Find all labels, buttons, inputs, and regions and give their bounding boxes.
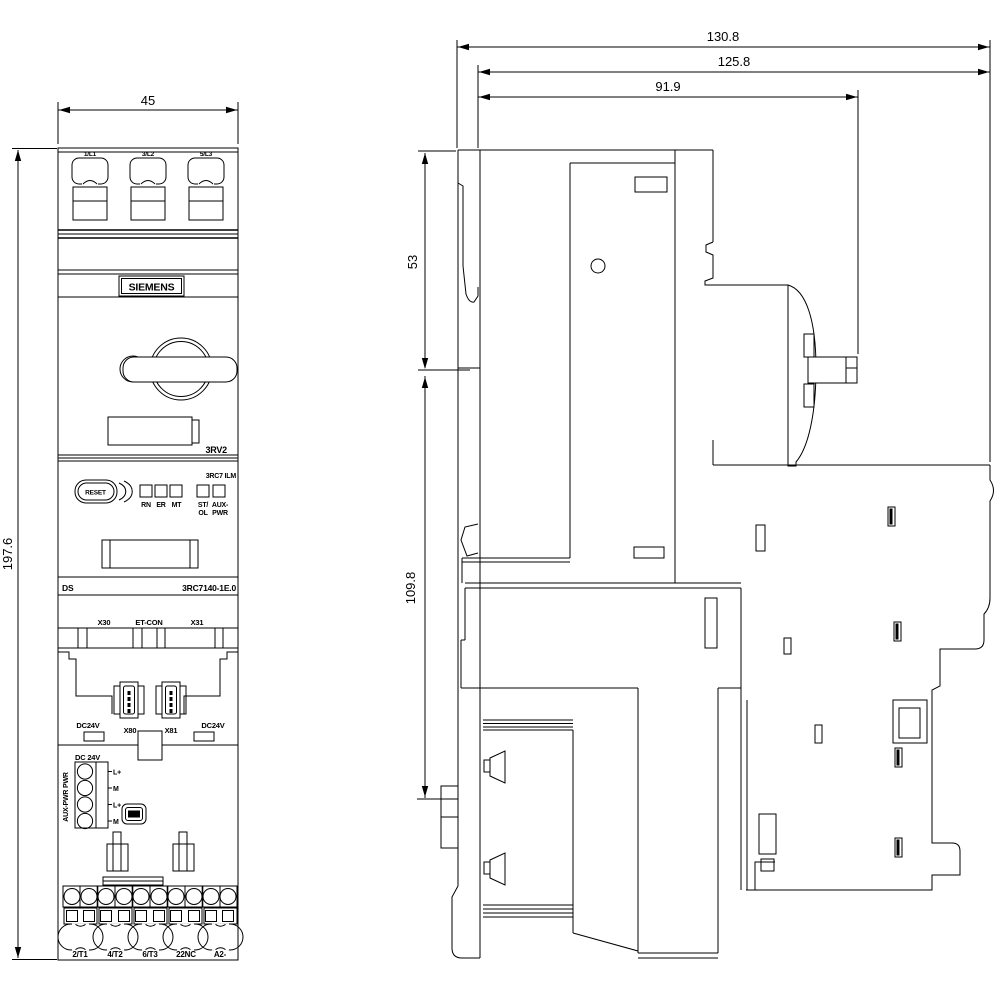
load-terminal-block [58,886,243,959]
handle-bar [123,357,237,382]
order-number-text: 3RC7140-1E.0 [182,583,236,593]
supply-terminal-group [72,151,224,220]
load-terminal-label: 4/T2 [107,950,123,959]
led-label: ER [156,502,166,509]
x80-text: X80 [123,726,137,735]
led-label: RN [141,502,151,509]
module-label-text: 3RC7 ILM [205,473,236,480]
dim-side-upper: 53 [405,254,420,270]
breaker-profile [462,150,675,583]
rear-bracket [893,700,927,743]
status-leds [140,485,182,509]
bus-label: X31 [190,618,204,627]
bottom-foot [452,886,480,958]
signal-leds [197,485,229,517]
dim-front-height: 197.6 [0,537,15,571]
led-label: MT [171,502,182,509]
mounting-clips [103,832,194,885]
load-terminal-label: 22NC [176,950,196,959]
dc24v-left-text: DC24V [76,721,100,730]
side-view [441,150,994,958]
bus-label: ET-CON [135,618,163,627]
dim-side-total: 130.8 [706,29,740,44]
coil-terminal [759,814,776,854]
vent-slots [756,507,902,857]
dc24v-right-text: DC24V [201,721,225,730]
rotary-handle [120,338,237,400]
terminal-label: 5/L3 [199,151,213,158]
breaker-type-text: 3RV2 [205,445,227,455]
rear-housing [713,440,994,890]
aux-pin-label: L+ [113,769,121,777]
front-column [483,688,718,958]
knob-shaft [808,357,846,383]
x81-connector [156,682,186,718]
terminal-label: 1/L1 [83,151,97,158]
reset-button [75,480,132,503]
x81-text: X81 [164,726,178,735]
dimension-lines [0,29,990,960]
led-label: OL [198,510,208,517]
load-terminal-label: 6/T3 [142,950,158,959]
aux-pin-label: M [113,819,119,826]
siemens-logo [119,276,184,296]
din-clamp-hooks [484,751,505,885]
knob-profile [705,150,857,466]
type-label-text: DS [62,583,74,593]
load-terminal-label: 2/T1 [72,950,88,959]
brand-text: SIEMENS [128,281,175,294]
led-label: AUX- [211,502,229,509]
aux-title-text: DC 24V [75,753,101,762]
front-view [58,148,243,960]
led-label: ST/ [197,502,209,509]
reset-label-text: RESET [85,489,106,497]
aux-side-text: AUX-PWR PWR [63,772,70,822]
rating-plate [108,417,192,445]
dim-side-body: 125.8 [717,54,751,69]
aux-pin-label: L+ [113,802,121,810]
dim-side-lower: 109.8 [403,571,418,605]
mid-module [461,583,747,890]
addressing-plug [122,804,146,824]
terminal-label: 3/L2 [141,151,155,158]
bus-row [58,618,238,648]
dim-front-width: 45 [140,93,156,108]
aux-power-section [63,753,146,829]
aux-pin-label: M [113,786,119,793]
dim-side-knob: 91.9 [655,79,681,94]
device-connector [102,540,198,568]
load-terminal-label: A2- [213,950,227,959]
clamp-scallops [58,924,243,951]
center-tab [138,731,162,760]
x80-connector [114,682,144,718]
bus-label: X30 [97,618,111,627]
led-label: PWR [212,510,228,517]
